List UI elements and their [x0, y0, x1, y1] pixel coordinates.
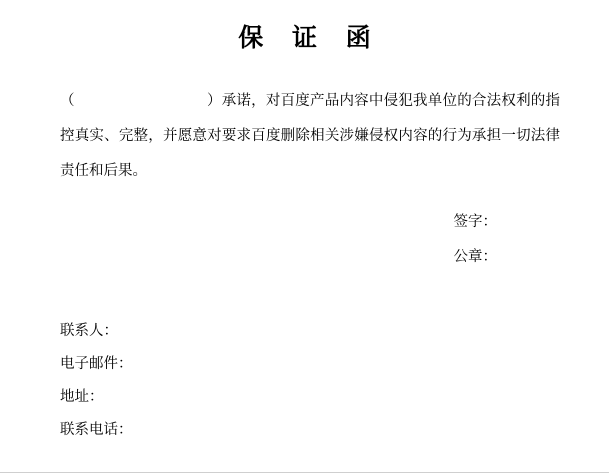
open-paren: （ — [60, 93, 75, 109]
address-label: 地址： — [60, 389, 104, 405]
signature-block — [60, 205, 555, 275]
company-seal-label: 公章： — [453, 249, 497, 265]
contact-person-label: 联系人： — [60, 323, 118, 339]
body-text-content: 承诺，对百度产品内容中侵犯我单位的合法权利的指控真实、完整，并愿意对要求百度删除相关涉嫌侵权内容的行为承担一切法律责任和后果。 — [60, 93, 561, 179]
phone-label: 联系电话： — [60, 422, 133, 438]
page-title: 保 证 函 — [238, 23, 381, 52]
contact-info-block — [60, 315, 560, 447]
document-body-paragraph — [60, 84, 560, 189]
signature-label: 签字： — [453, 214, 497, 230]
email-label: 电子邮件： — [60, 356, 133, 372]
close-paren: ） — [206, 93, 222, 109]
